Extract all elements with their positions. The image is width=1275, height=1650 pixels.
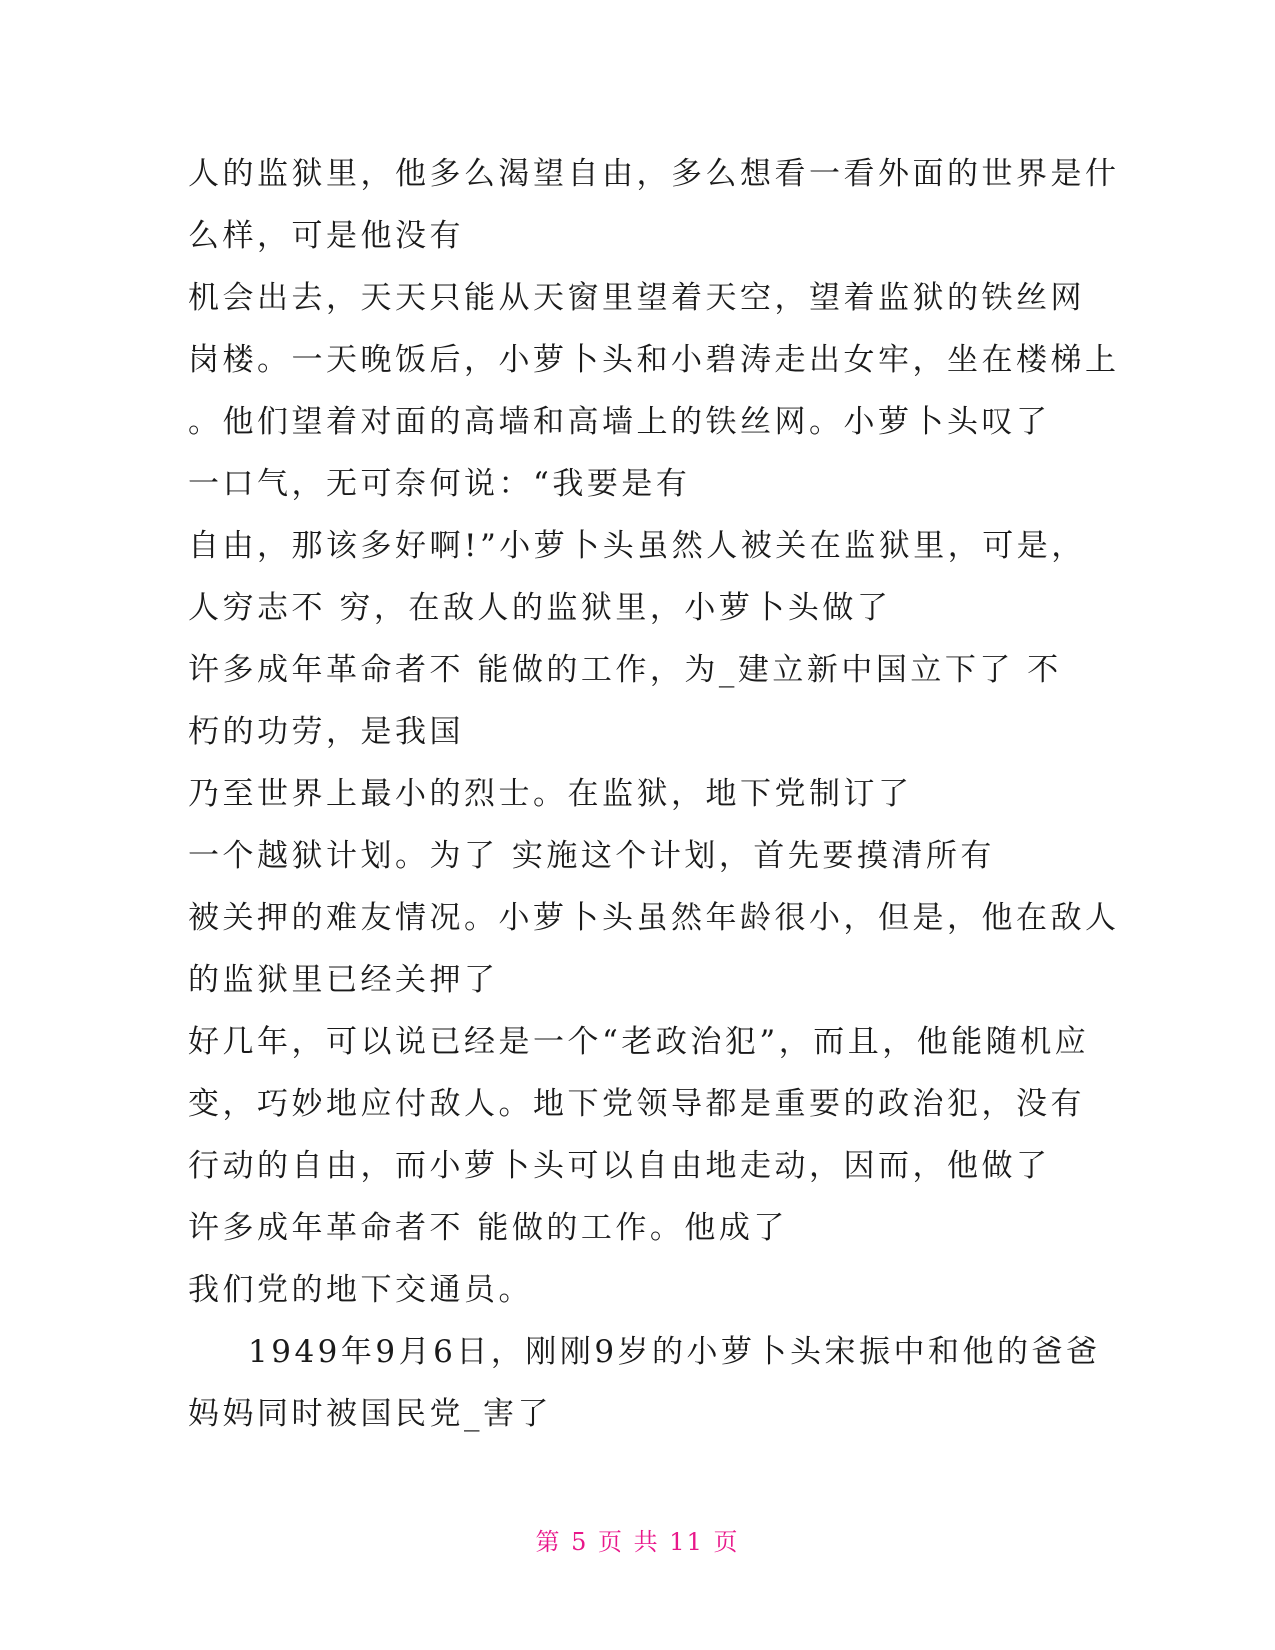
document-body [188,143,1120,1445]
text-line: 一个越狱计划。为了 实施这个计划，首先要摸清所有 [188,838,995,874]
text-line: 么样，可是他没有 [188,218,464,254]
text-line: 许多成年革命者不 能做的工作，为_建立新中国立下了 不 [188,652,1062,688]
text-line: 朽的功劳，是我国 [188,714,464,750]
text-line: 好几年，可以说已经是一个“老政治犯”，而且，他能随机应 [188,1024,1090,1060]
text-line: 人穷志不 穷，在敌人的监狱里，小萝卜头做了 [188,590,892,626]
text-line: 机会出去，天天只能从天窗里望着天空，望着监狱的铁丝网 [188,280,1085,316]
text-line: 被关押的难友情况。小萝卜头虽然年龄很小，但是，他在敌人 [188,900,1120,936]
text-line: 岗楼。一天晚饭后，小萝卜头和小碧涛走出女牢，坐在楼梯上 [188,342,1120,378]
text-line: 我们党的地下交通员。 [188,1272,533,1308]
text-line: 行动的自由，而小萝卜头可以自由地走动，因而，他做了 [188,1148,1051,1184]
text-line: 变，巧妙地应付敌人。地下党领导都是重要的政治犯，没有 [188,1086,1085,1122]
text-line: 的监狱里已经关押了 [188,962,499,998]
paragraph-start-line: 1949年9月6日，刚刚9岁的小萝卜头宋振中和他的爸爸 [248,1334,1101,1370]
text-line: 一口气，无可奈何说：“我要是有 [188,466,691,502]
text-line: 。他们望着对面的高墙和高墙上的铁丝网。小萝卜头叹了 [188,404,1051,440]
text-line: 自由，那该多好啊!”小萝卜头虽然人被关在监狱里，可是， [188,528,1086,564]
text-line: 人的监狱里，他多么渴望自由，多么想看一看外面的世界是什 [188,156,1120,192]
text-line: 许多成年革命者不 能做的工作。他成了 [188,1210,788,1246]
text-line: 乃至世界上最小的烈士。在监狱，地下党制订了 [188,776,913,812]
page-number-footer: 第 5 页 共 11 页 [535,1528,740,1556]
text-line: 妈妈同时被国民党_害了 [188,1396,552,1432]
